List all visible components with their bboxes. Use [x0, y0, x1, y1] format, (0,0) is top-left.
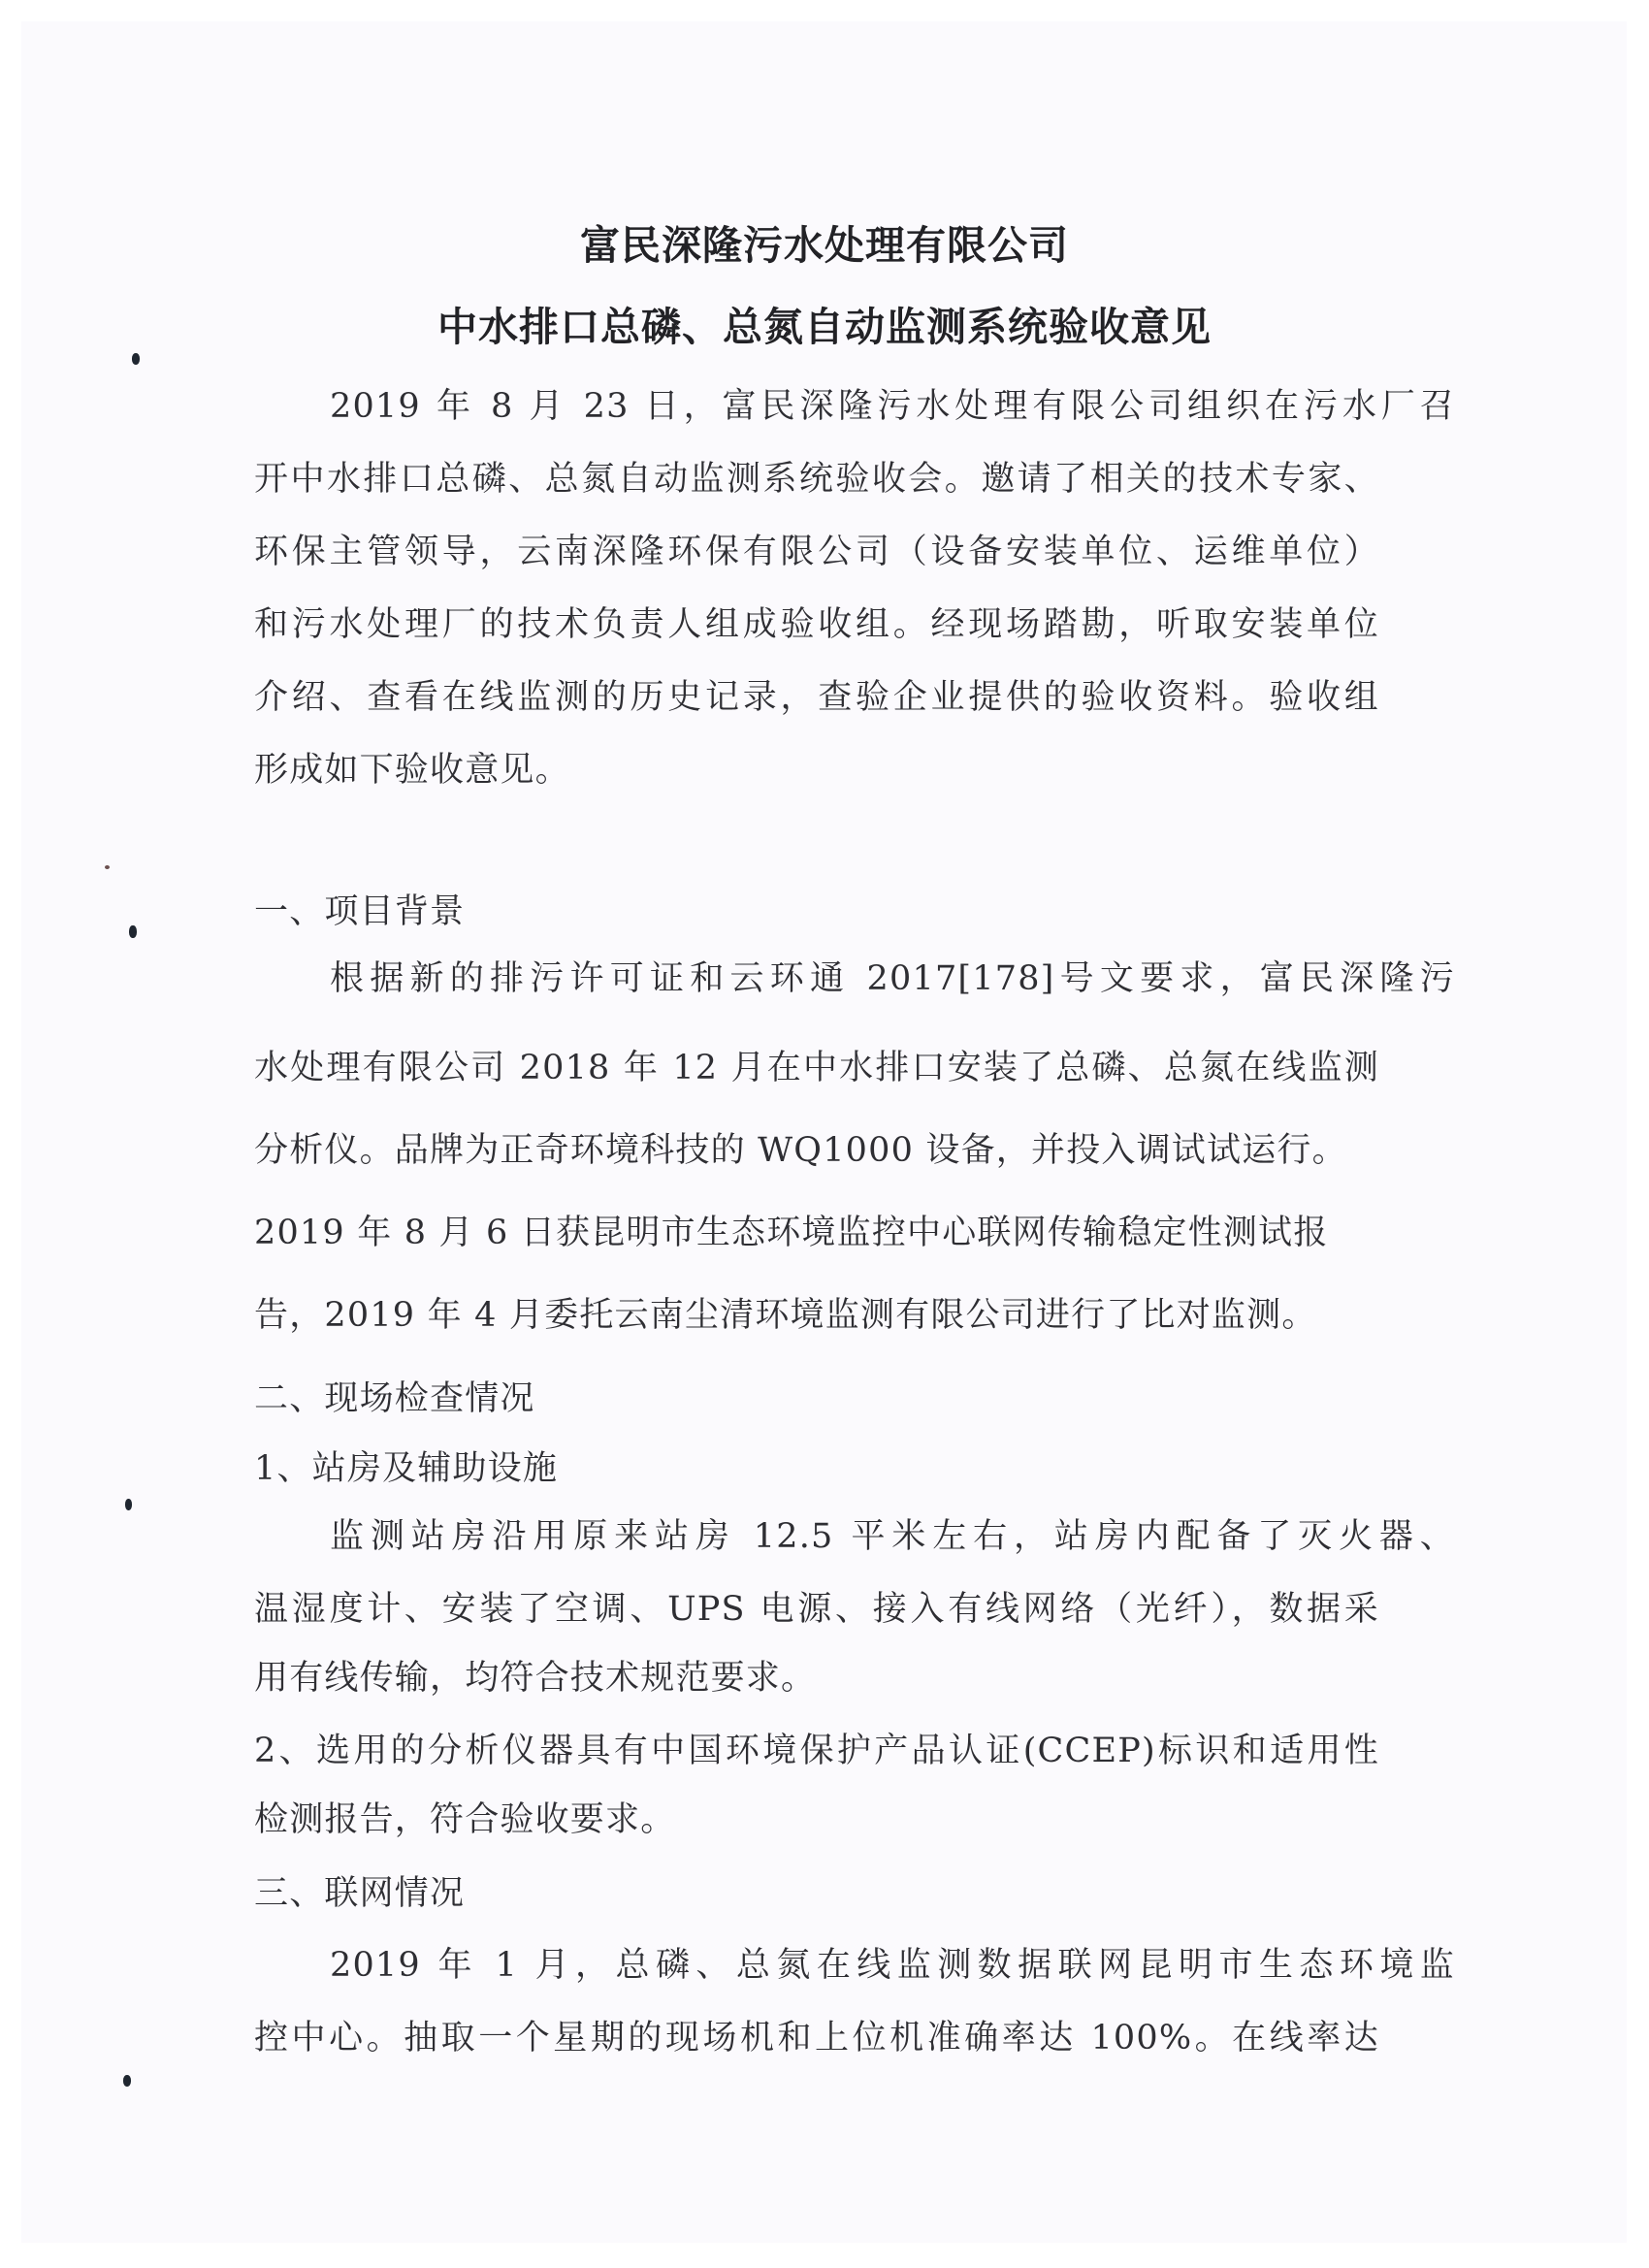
section-1-heading: 一、项目背景: [254, 892, 466, 931]
binding-hole-mark: [123, 2075, 131, 2087]
intro-line-2: 开中水排口总磷、总氮自动监测系统验收会。邀请了相关的技术专家、: [254, 460, 1379, 499]
binding-hole-mark: [125, 1499, 132, 1510]
section-2-sub-2-line-2: 检测报告，符合验收要求。: [254, 1800, 676, 1839]
intro-line-5: 介绍、查看在线监测的历史记录，查验企业提供的验收资料。验收组: [254, 678, 1379, 717]
binding-hole-mark: [129, 925, 137, 938]
section-2-sub-1-line-1: 监测站房沿用原来站房 12.5 平米左右，站房内配备了灭火器、: [330, 1517, 1455, 1556]
section-2-sub-1-line-2: 温湿度计、安装了空调、UPS 电源、接入有线网络（光纤），数据采: [254, 1590, 1379, 1629]
section-2-sub-2-line-1: 2、选用的分析仪器具有中国环境保护产品认证(CCEP)标识和适用性: [254, 1732, 1379, 1770]
section-1-line-3: 分析仪。品牌为正奇环境科技的 WQ1000 设备，并投入调试试运行。: [254, 1131, 1347, 1170]
section-1-line-2: 水处理有限公司 2018 年 12 月在中水排口安装了总磷、总氮在线监测: [254, 1049, 1380, 1087]
section-3-line-1: 2019 年 1 月，总磷、总氮在线监测数据联网昆明市生态环境监: [330, 1946, 1455, 1985]
section-3-heading: 三、联网情况: [254, 1874, 466, 1913]
section-2-sub-1-line-3: 用有线传输，均符合技术规范要求。: [254, 1659, 817, 1698]
section-2-sub-1-heading: 1、站房及辅助设施: [254, 1449, 559, 1488]
intro-line-3: 环保主管领导，云南深隆环保有限公司（设备安装单位、运维单位）: [254, 533, 1379, 571]
document-title-company: 富民深隆污水处理有限公司: [580, 222, 1069, 269]
intro-line-1: 2019 年 8 月 23 日，富民深隆污水处理有限公司组织在污水厂召: [330, 387, 1455, 426]
intro-line-6: 形成如下验收意见。: [254, 751, 570, 790]
section-1-line-1: 根据新的排污许可证和云环通 2017[178]号文要求，富民深隆污: [330, 959, 1455, 998]
binding-hole-mark: [132, 353, 140, 365]
section-2-heading: 二、现场检查情况: [254, 1379, 535, 1418]
intro-line-4: 和污水处理厂的技术负责人组成验收组。经现场踏勘，听取安装单位: [254, 605, 1379, 644]
section-1-line-4: 2019 年 8 月 6 日获昆明市生态环境监控中心联网传输稳定性测试报: [254, 1214, 1329, 1252]
section-3-line-2: 控中心。抽取一个星期的现场机和上位机准确率达 100%。在线率达: [254, 2019, 1379, 2057]
section-1-line-5: 告，2019 年 4 月委托云南尘清环境监测有限公司进行了比对监测。: [254, 1296, 1317, 1335]
scan-speck: [105, 865, 110, 869]
document-title-subject: 中水排口总磷、总氮自动监测系统验收意见: [437, 304, 1212, 350]
